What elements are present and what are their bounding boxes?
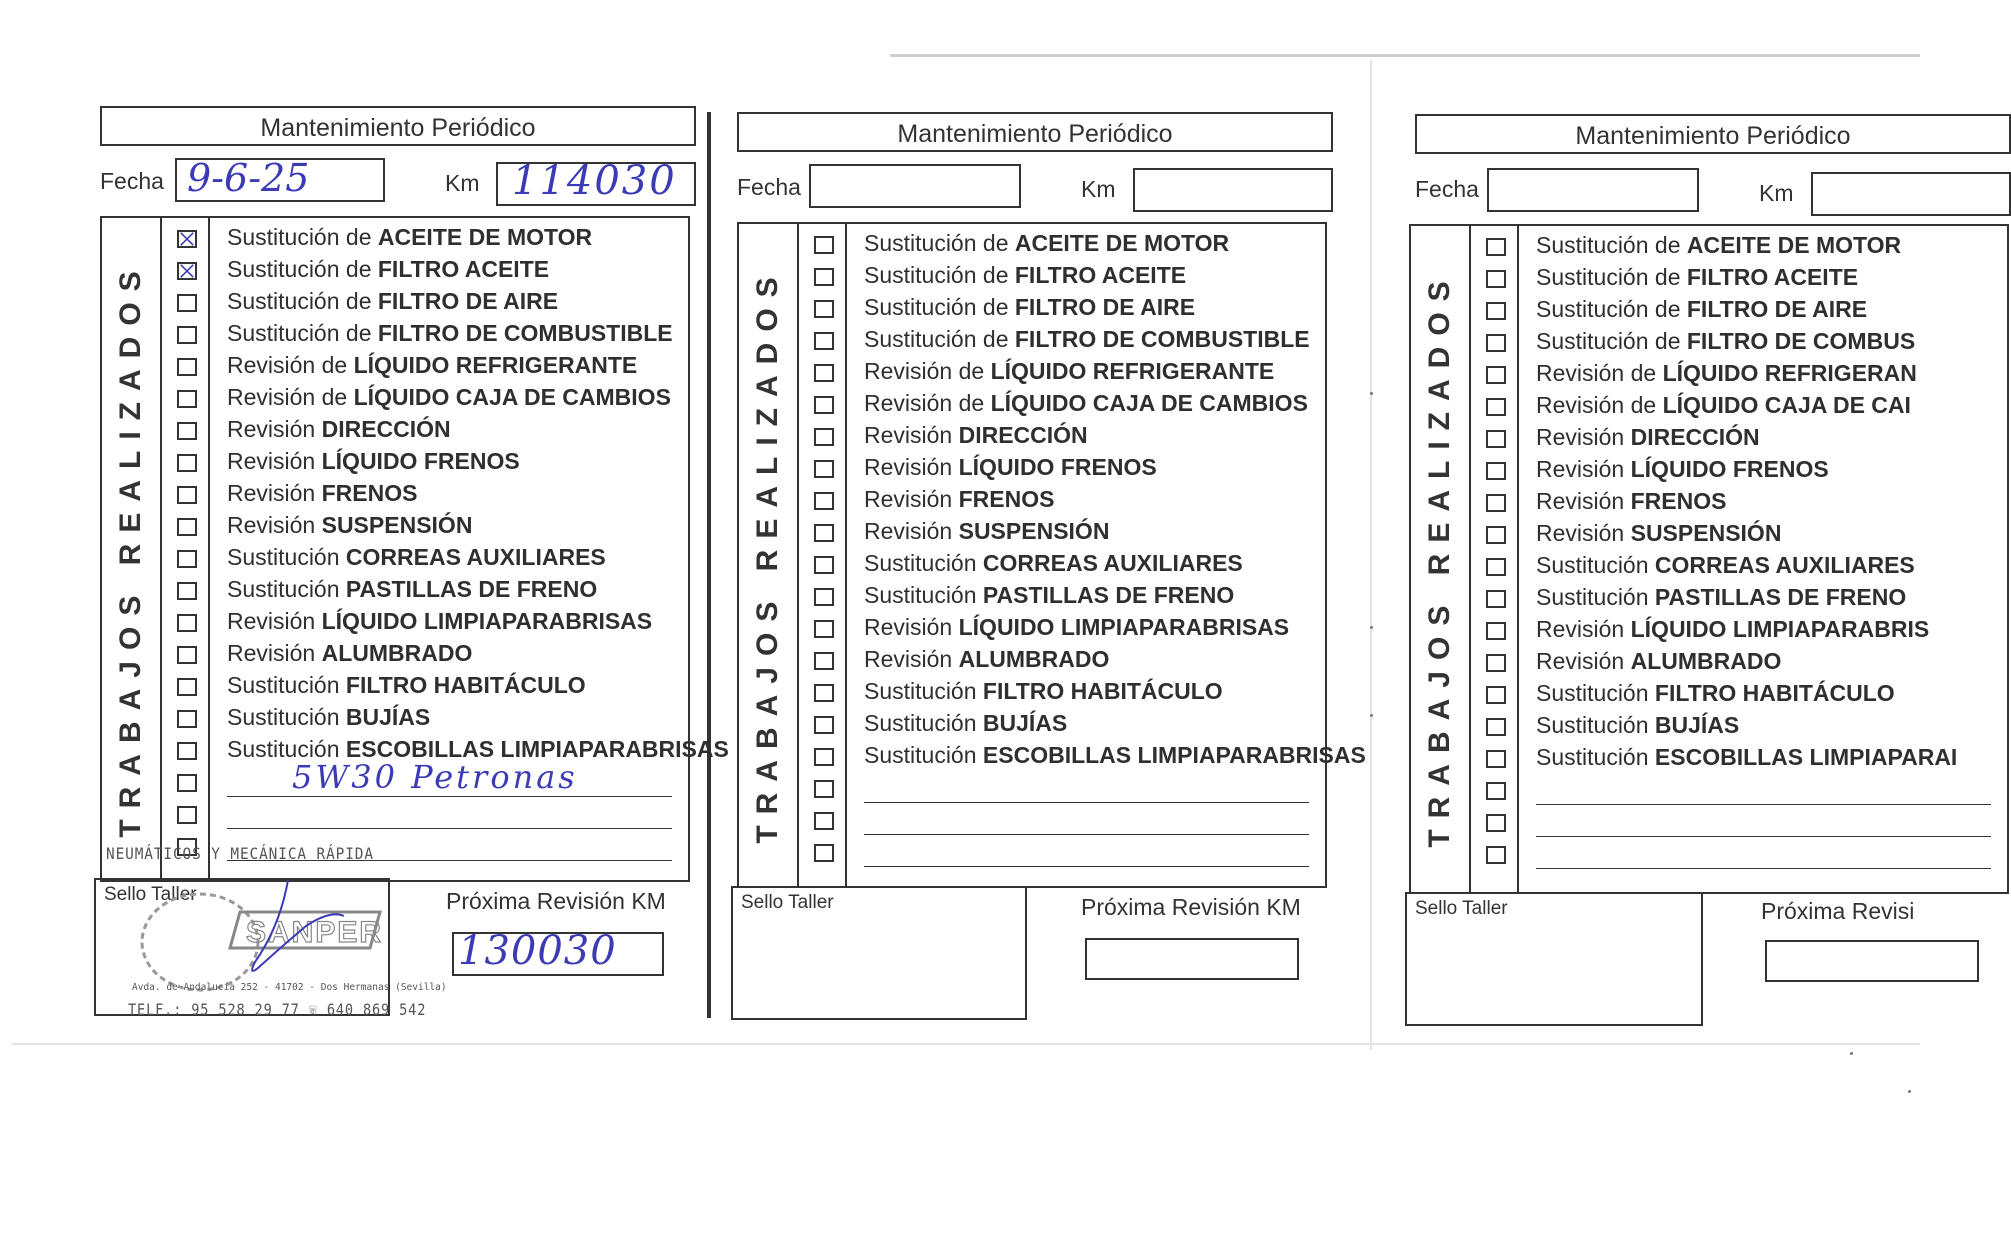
item-checkbox[interactable] [1486,494,1506,512]
item-label-task: FILTRO ACEITE [1014,262,1187,288]
item-checkbox[interactable] [177,390,197,408]
item-checkbox[interactable] [814,556,834,574]
item-checkbox[interactable] [814,236,834,254]
item-label-prefix: Revisión [1536,488,1631,514]
scan-edge-bottom [12,1043,1920,1045]
work-table [1409,224,2009,894]
item-label-prefix: Revisión [1536,520,1631,546]
fecha-field[interactable] [809,164,1021,208]
item-label [227,224,592,251]
scan-speck [1370,392,1373,395]
sello-label: Sello Taller [104,884,197,905]
item-label-task: FILTRO ACEITE [1686,264,1859,290]
sello-label: Sello Taller [741,892,834,913]
item-label-task: LÍQUIDO FRENOS [1630,456,1829,482]
item-checkbox[interactable] [1486,814,1506,832]
item-label-prefix: Sustitución [227,736,346,762]
item-label [864,390,1308,417]
item-label [1536,328,1915,355]
vertical-label: TRABAJOS REALIZADOS [751,266,784,844]
item-label-task: DIRECCIÓN [958,422,1088,448]
item-checkbox[interactable] [814,780,834,798]
item-label-prefix: Revisión de [1536,360,1663,386]
item-checkbox[interactable] [1486,622,1506,640]
fecha-label: Fecha [1415,176,1479,202]
item-checkbox[interactable] [814,524,834,542]
item-label [1536,584,1906,611]
scan-speck [1370,714,1373,717]
item-checkbox[interactable] [1486,334,1506,352]
item-label [1536,296,1867,323]
item-checkbox[interactable] [814,684,834,702]
item-checkbox[interactable] [814,428,834,446]
item-label [227,576,597,603]
item-checkbox[interactable] [177,774,197,792]
item-label-prefix: Revisión [1536,616,1631,642]
item-label-prefix: Sustitución [227,704,346,730]
card-divider [707,112,711,1018]
item-label [1536,456,1829,483]
km-value: 114030 [512,158,677,204]
item-label-task: LÍQUIDO CAJA DE CAI [1662,392,1911,418]
item-label-prefix: Sustitución de [1536,328,1687,354]
vertical-label-column [102,218,162,880]
item-label-prefix: Revisión [1536,648,1631,674]
extra-item-line[interactable] [864,802,1309,803]
item-label-prefix: Revisión [864,422,959,448]
scan-speck [1370,626,1373,629]
item-label-task: LÍQUIDO REFRIGERANTE [353,352,638,378]
item-label-task: PASTILLAS DE FRENO [982,582,1235,608]
item-label-prefix: Sustitución de [864,262,1015,288]
item-label-prefix: Revisión de [864,358,991,384]
item-label-task: LÍQUIDO FRENOS [958,454,1157,480]
km-label: Km [1759,180,1794,206]
extra-item-line[interactable] [227,796,672,797]
item-checkbox[interactable] [177,582,197,600]
item-label-task: SUSPENSIÓN [958,518,1110,544]
item-label [864,358,1274,385]
item-label [864,646,1109,673]
next-revision-field[interactable] [452,928,664,976]
item-label-task: FRENOS [1630,488,1727,514]
item-label-task: ACEITE DE MOTOR [1686,232,1902,258]
item-label-prefix: Sustitución [1536,712,1655,738]
item-label-prefix: Revisión de [1536,392,1663,418]
item-label [1536,232,1901,259]
item-label [864,326,1310,353]
vertical-label: TRABAJOS REALIZADOS [1423,270,1456,848]
item-checkbox[interactable] [1486,654,1506,672]
item-label [227,544,606,571]
item-label [864,614,1289,641]
item-label [1536,744,1957,771]
item-checkbox[interactable] [177,294,197,312]
item-label-prefix: Sustitución de [227,288,378,314]
item-label-task: ACEITE DE MOTOR [1014,230,1230,256]
item-label-task: FILTRO HABITÁCULO [982,678,1223,704]
item-label-task: LÍQUIDO REFRIGERANTE [990,358,1275,384]
item-label-task: BUJÍAS [345,704,431,730]
item-label [1536,392,1911,419]
item-label-task: FILTRO HABITÁCULO [345,672,586,698]
item-label-task: CORREAS AUXILIARES [345,544,606,570]
item-label [227,672,586,699]
item-checkbox[interactable] [1486,238,1506,256]
item-label [227,448,520,475]
scan-edge-top [890,54,1920,57]
item-checkbox[interactable] [814,332,834,350]
stamp-brand: SANPER [246,916,384,949]
next-revision-field[interactable] [1765,940,1979,982]
fecha-value: 9-6-25 [187,156,310,200]
next-revision-label: Próxima Revisión KM [446,888,666,914]
item-label [864,742,1366,769]
km-label: Km [445,170,480,196]
item-label-task: FILTRO DE AIRE [1686,296,1868,322]
item-label-prefix: Revisión [227,640,322,666]
work-table [100,216,729,882]
item-checkbox[interactable] [1486,462,1506,480]
item-label-prefix: Revisión [864,486,959,512]
item-label-prefix: Revisión [227,448,322,474]
item-checkbox[interactable] [814,716,834,734]
extra-item-line[interactable] [1536,836,1991,837]
item-label [864,454,1157,481]
item-label [864,230,1229,257]
item-label-task: FRENOS [321,480,418,506]
next-revision-label: Próxima Revisi [1761,898,1915,924]
item-label-prefix: Sustitución de [864,230,1015,256]
item-label-prefix: Sustitución de [1536,232,1687,258]
item-label-prefix: Revisión [227,416,322,442]
next-revision-label: Próxima Revisión KM [1081,894,1301,920]
item-label-task: SUSPENSIÓN [1630,520,1782,546]
item-label-task: LÍQUIDO LIMPIAPARABRIS [1630,616,1930,642]
card-title: Mantenimiento Periódico [737,112,1333,152]
fecha-label: Fecha [737,174,801,200]
maintenance-card-3 [1415,114,1958,1034]
vertical-label-column [1411,226,1471,892]
item-checkbox[interactable] [1486,590,1506,608]
item-label [864,678,1223,705]
item-label-task: PASTILLAS DE FRENO [345,576,598,602]
item-checkbox[interactable] [177,422,197,440]
item-label [227,640,472,667]
item-label [227,704,430,731]
item-label-task: FILTRO DE COMBUS [1686,328,1916,354]
item-checkbox[interactable] [1486,302,1506,320]
item-label-task: ESCOBILLAS LIMPIAPARABRISAS [345,736,729,762]
scan-speck [1908,1090,1911,1093]
item-label-prefix: Sustitución [227,672,346,698]
item-label-task: FILTRO DE AIRE [377,288,559,314]
stamp-top-text: NEUMÁTICOS Y MECÁNICA RÁPIDA [106,844,374,863]
item-label [864,294,1195,321]
checkbox-column [162,218,210,880]
item-label-prefix: Revisión [864,646,959,672]
item-label [864,582,1234,609]
item-checkbox[interactable] [814,268,834,286]
item-checkbox[interactable] [1486,718,1506,736]
item-label [227,256,549,283]
item-checkbox[interactable] [814,492,834,510]
stamp-phone: TELF.: 95 528 29 77 ☏ 640 869 542 [128,1000,427,1019]
item-label-task: ALUMBRADO [958,646,1110,672]
item-label-prefix: Sustitución de [227,320,378,346]
item-checkbox[interactable] [177,742,197,760]
item-checkbox[interactable] [1486,558,1506,576]
work-table [737,222,1366,888]
item-label [864,710,1067,737]
card-title: Mantenimiento Periódico [1415,114,2011,154]
item-label-task: FILTRO DE COMBUSTIBLE [1014,326,1310,352]
checkbox-column [799,224,847,886]
item-checkbox[interactable] [814,844,834,862]
item-label-task: BUJÍAS [1654,712,1740,738]
item-checkbox[interactable] [1486,750,1506,768]
item-label-task: ESCOBILLAS LIMPIAPARAI [1654,744,1958,770]
item-label-task: FILTRO DE AIRE [1014,294,1196,320]
item-label-prefix: Revisión [227,480,322,506]
item-checkbox[interactable] [177,454,197,472]
item-checkbox[interactable] [814,652,834,670]
item-label-prefix: Sustitución [1536,584,1655,610]
item-checkbox[interactable] [1486,686,1506,704]
item-label [1536,520,1781,547]
item-label-prefix: Sustitución [864,710,983,736]
item-label-prefix: Sustitución [227,544,346,570]
item-label-task: FILTRO DE COMBUSTIBLE [377,320,673,346]
item-checkbox[interactable] [177,678,197,696]
item-label [1536,552,1915,579]
item-label-task: LÍQUIDO CAJA DE CAMBIOS [353,384,671,410]
fecha-field[interactable] [1487,168,1699,212]
item-checkbox[interactable] [814,620,834,638]
item-label-prefix: Sustitución [1536,744,1655,770]
maintenance-card-2 [737,112,1366,1032]
extra-item-line[interactable] [864,834,1309,835]
item-label-prefix: Sustitución de [227,224,378,250]
sello-label: Sello Taller [1415,898,1508,919]
stamp-logo [130,886,390,996]
item-label-prefix: Sustitución [864,550,983,576]
item-label [864,486,1054,513]
item-checkbox[interactable] [177,646,197,664]
item-label-task: LÍQUIDO FRENOS [321,448,520,474]
vertical-label-column [739,224,799,886]
item-label [1536,712,1739,739]
item-label-prefix: Sustitución [864,678,983,704]
item-checkbox[interactable] [814,812,834,830]
item-checkbox[interactable] [177,550,197,568]
item-label [227,416,451,443]
item-label-task: ALUMBRADO [321,640,473,666]
item-label-task: CORREAS AUXILIARES [1654,552,1915,578]
item-label-prefix: Sustitución [1536,552,1655,578]
item-checkbox[interactable] [177,358,197,376]
item-checkbox[interactable] [814,588,834,606]
sello-taller-box [1405,892,1703,1026]
item-label [864,550,1243,577]
item-label-prefix: Sustitución de [1536,296,1687,322]
item-checkbox[interactable] [814,396,834,414]
item-label [227,320,673,347]
item-label-task: SUSPENSIÓN [321,512,473,538]
item-label-task: FRENOS [958,486,1055,512]
checkmark-x-icon [179,232,195,246]
checkmark-x-icon [179,264,195,278]
item-label [227,352,637,379]
item-label [1536,680,1895,707]
item-label-prefix: Revisión [864,518,959,544]
item-label-task: FILTRO ACEITE [377,256,550,282]
item-label [227,608,652,635]
scan-speck [1850,1052,1853,1055]
item-label-prefix: Revisión [227,608,322,634]
item-checkbox[interactable] [177,614,197,632]
item-checkbox[interactable] [1486,526,1506,544]
item-label-prefix: Sustitución de [864,294,1015,320]
item-checkbox[interactable] [177,486,197,504]
extra-item-text: 5W30 Petronas [292,758,578,796]
item-checkbox[interactable] [177,518,197,536]
item-label-task: LÍQUIDO REFRIGERAN [1662,360,1917,386]
item-label [227,384,671,411]
item-label [1536,264,1858,291]
next-revision-value: 130030 [458,928,617,974]
item-label-task: DIRECCIÓN [1630,424,1760,450]
item-label-task: ACEITE DE MOTOR [377,224,593,250]
km-field[interactable] [496,158,696,206]
item-label-task: ESCOBILLAS LIMPIAPARABRISAS [982,742,1366,768]
km-label: Km [1081,176,1116,202]
item-checkbox[interactable] [1486,398,1506,416]
item-checkbox[interactable] [1486,782,1506,800]
sello-taller-box [731,886,1027,1020]
checkbox-column [1471,226,1519,892]
item-label [1536,616,1929,643]
item-label [864,422,1088,449]
item-checkbox[interactable] [177,710,197,728]
item-label-prefix: Sustitución [1536,680,1655,706]
item-checkbox[interactable] [814,364,834,382]
item-label-prefix: Sustitución de [227,256,378,282]
item-label-prefix: Revisión de [864,390,991,416]
item-checkbox[interactable] [814,748,834,766]
item-label-prefix: Revisión [864,454,959,480]
item-label-prefix: Revisión de [227,384,354,410]
item-label [1536,648,1781,675]
item-label [227,512,472,539]
item-label-prefix: Revisión [227,512,322,538]
item-label [1536,424,1760,451]
km-field[interactable] [1133,168,1333,212]
item-label-task: ALUMBRADO [1630,648,1782,674]
item-checkbox[interactable] [177,326,197,344]
item-label [864,518,1109,545]
fecha-field[interactable] [175,158,385,202]
extra-item-line[interactable] [864,866,1309,867]
item-label-task: BUJÍAS [982,710,1068,736]
item-label-task: FILTRO HABITÁCULO [1654,680,1895,706]
item-label [227,480,417,507]
km-field[interactable] [1811,172,2011,216]
item-label-task: LÍQUIDO CAJA DE CAMBIOS [990,390,1308,416]
item-label-prefix: Revisión de [227,352,354,378]
item-checkbox[interactable] [177,230,197,248]
item-label-task: LÍQUIDO LIMPIAPARABRISAS [321,608,653,634]
card-title: Mantenimiento Periódico [100,106,696,146]
item-label-prefix: Sustitución de [864,326,1015,352]
item-label [1536,488,1726,515]
item-label-prefix: Revisión [864,614,959,640]
item-checkbox[interactable] [814,300,834,318]
next-revision-field[interactable] [1085,938,1299,980]
item-checkbox[interactable] [1486,430,1506,448]
item-checkbox[interactable] [1486,366,1506,384]
item-label-task: CORREAS AUXILIARES [982,550,1243,576]
stamp-address: Avda. de Andalucía 252 - 41702 - Dos Hermanas (Sevilla) [132,982,447,993]
item-label [864,262,1186,289]
item-label-prefix: Sustitución [227,576,346,602]
item-checkbox[interactable] [177,806,197,824]
item-label-prefix: Sustitución [864,742,983,768]
scan-fold-right [1370,60,1372,1050]
item-label-task: LÍQUIDO LIMPIAPARABRISAS [958,614,1290,640]
item-checkbox[interactable] [1486,846,1506,864]
item-label [1536,360,1917,387]
item-label-prefix: Revisión [1536,456,1631,482]
maintenance-card-1 [100,106,729,1026]
item-checkbox[interactable] [814,460,834,478]
item-label-prefix: Sustitución [864,582,983,608]
fecha-label: Fecha [100,168,164,194]
extra-item-line[interactable] [1536,804,1991,805]
item-label-task: DIRECCIÓN [321,416,451,442]
item-label-prefix: Sustitución de [1536,264,1687,290]
item-label-task: PASTILLAS DE FRENO [1654,584,1907,610]
item-checkbox[interactable] [1486,270,1506,288]
item-label [227,288,558,315]
item-label-prefix: Revisión [1536,424,1631,450]
item-checkbox[interactable] [177,262,197,280]
vertical-label: TRABAJOS REALIZADOS [114,260,147,838]
extra-item-line[interactable] [227,828,672,829]
extra-item-line[interactable] [1536,868,1991,869]
